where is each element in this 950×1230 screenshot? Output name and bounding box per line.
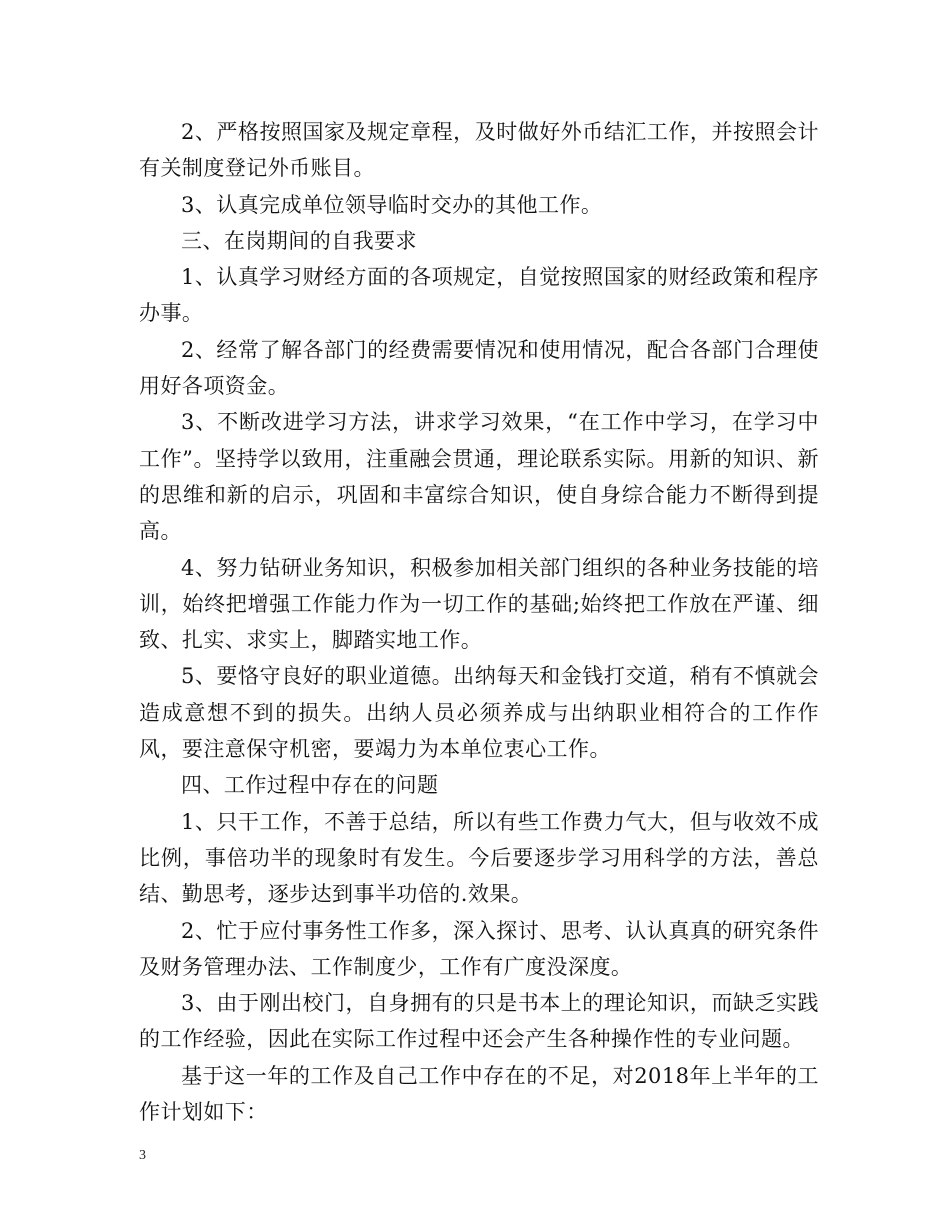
paragraph-work-plan-intro: 基于这一年的工作及自己工作中存在的不足，对2018年上半年的工作计划如下： [139, 1063, 819, 1125]
paragraph-learning-methods: 3、不断改进学习方法，讲求学习效果，“在工作中学习，在学习中工作”。坚持学以致用，注重融会贯通，理论联系实际。用新的知识、新的思维和新的启示，巩固和丰富综合知识，使自身综合能力不断得到提高。 [139, 410, 819, 544]
paragraph-business-knowledge: 4、努力钻研业务知识，积极参加相关部门组织的各种业务技能的培训，始终把增强工作能力作为一切工作的基础;始终把工作放在严谨、细致、扎实、求实上，脚踏实地工作。 [139, 555, 819, 653]
document-body [139, 114, 819, 1130]
paragraph-problem-experience: 3、由于刚出校门，自身拥有的只是书本上的理论知识，而缺乏实践的工作经验，因此在实际工作过程中还会产生各种操作性的专业问题。 [139, 991, 819, 1052]
section-heading-problems: 四、工作过程中存在的问题 [181, 773, 439, 798]
paragraph-study-regulations: 1、认真学习财经方面的各项规定，自觉按照国家的财经政策和程序办事。 [139, 265, 819, 326]
paragraph-temporary-tasks: 3、认真完成单位领导临时交办的其他工作。 [181, 192, 603, 217]
page-number: 3 [139, 1148, 146, 1163]
paragraph-department-funds: 2、经常了解各部门的经费需要情况和使用情况，配合各部门合理使用好各项资金。 [139, 337, 819, 399]
paragraph-professional-ethics: 5、要恪守良好的职业道德。出纳每天和金钱打交道，稍有不慎就会造成意想不到的损失。出纳人员必须养成与出纳职业相符合的工作作风，要注意保守机密，要竭力为本单位衷心工作。 [139, 664, 819, 762]
paragraph-foreign-exchange: 2、严格按照国家及规定章程，及时做好外币结汇工作，并按照会计有关制度登记外币账目。 [139, 120, 819, 181]
paragraph-problem-summary: 1、只干工作，不善于总结，所以有些工作费力气大，但与收效不成比例，事倍功半的现象时有发生。今后要逐步学习用科学的方法，善总结、勤思考，逐步达到事半功倍的.效果。 [139, 809, 819, 907]
paragraph-problem-routine-work: 2、忙于应付事务性工作多，深入探讨、思考、认认真真的研究条件及财务管理办法、工作制度少，工作有广度没深度。 [139, 918, 819, 979]
section-heading-self-requirements: 三、在岗期间的自我要求 [181, 228, 417, 253]
